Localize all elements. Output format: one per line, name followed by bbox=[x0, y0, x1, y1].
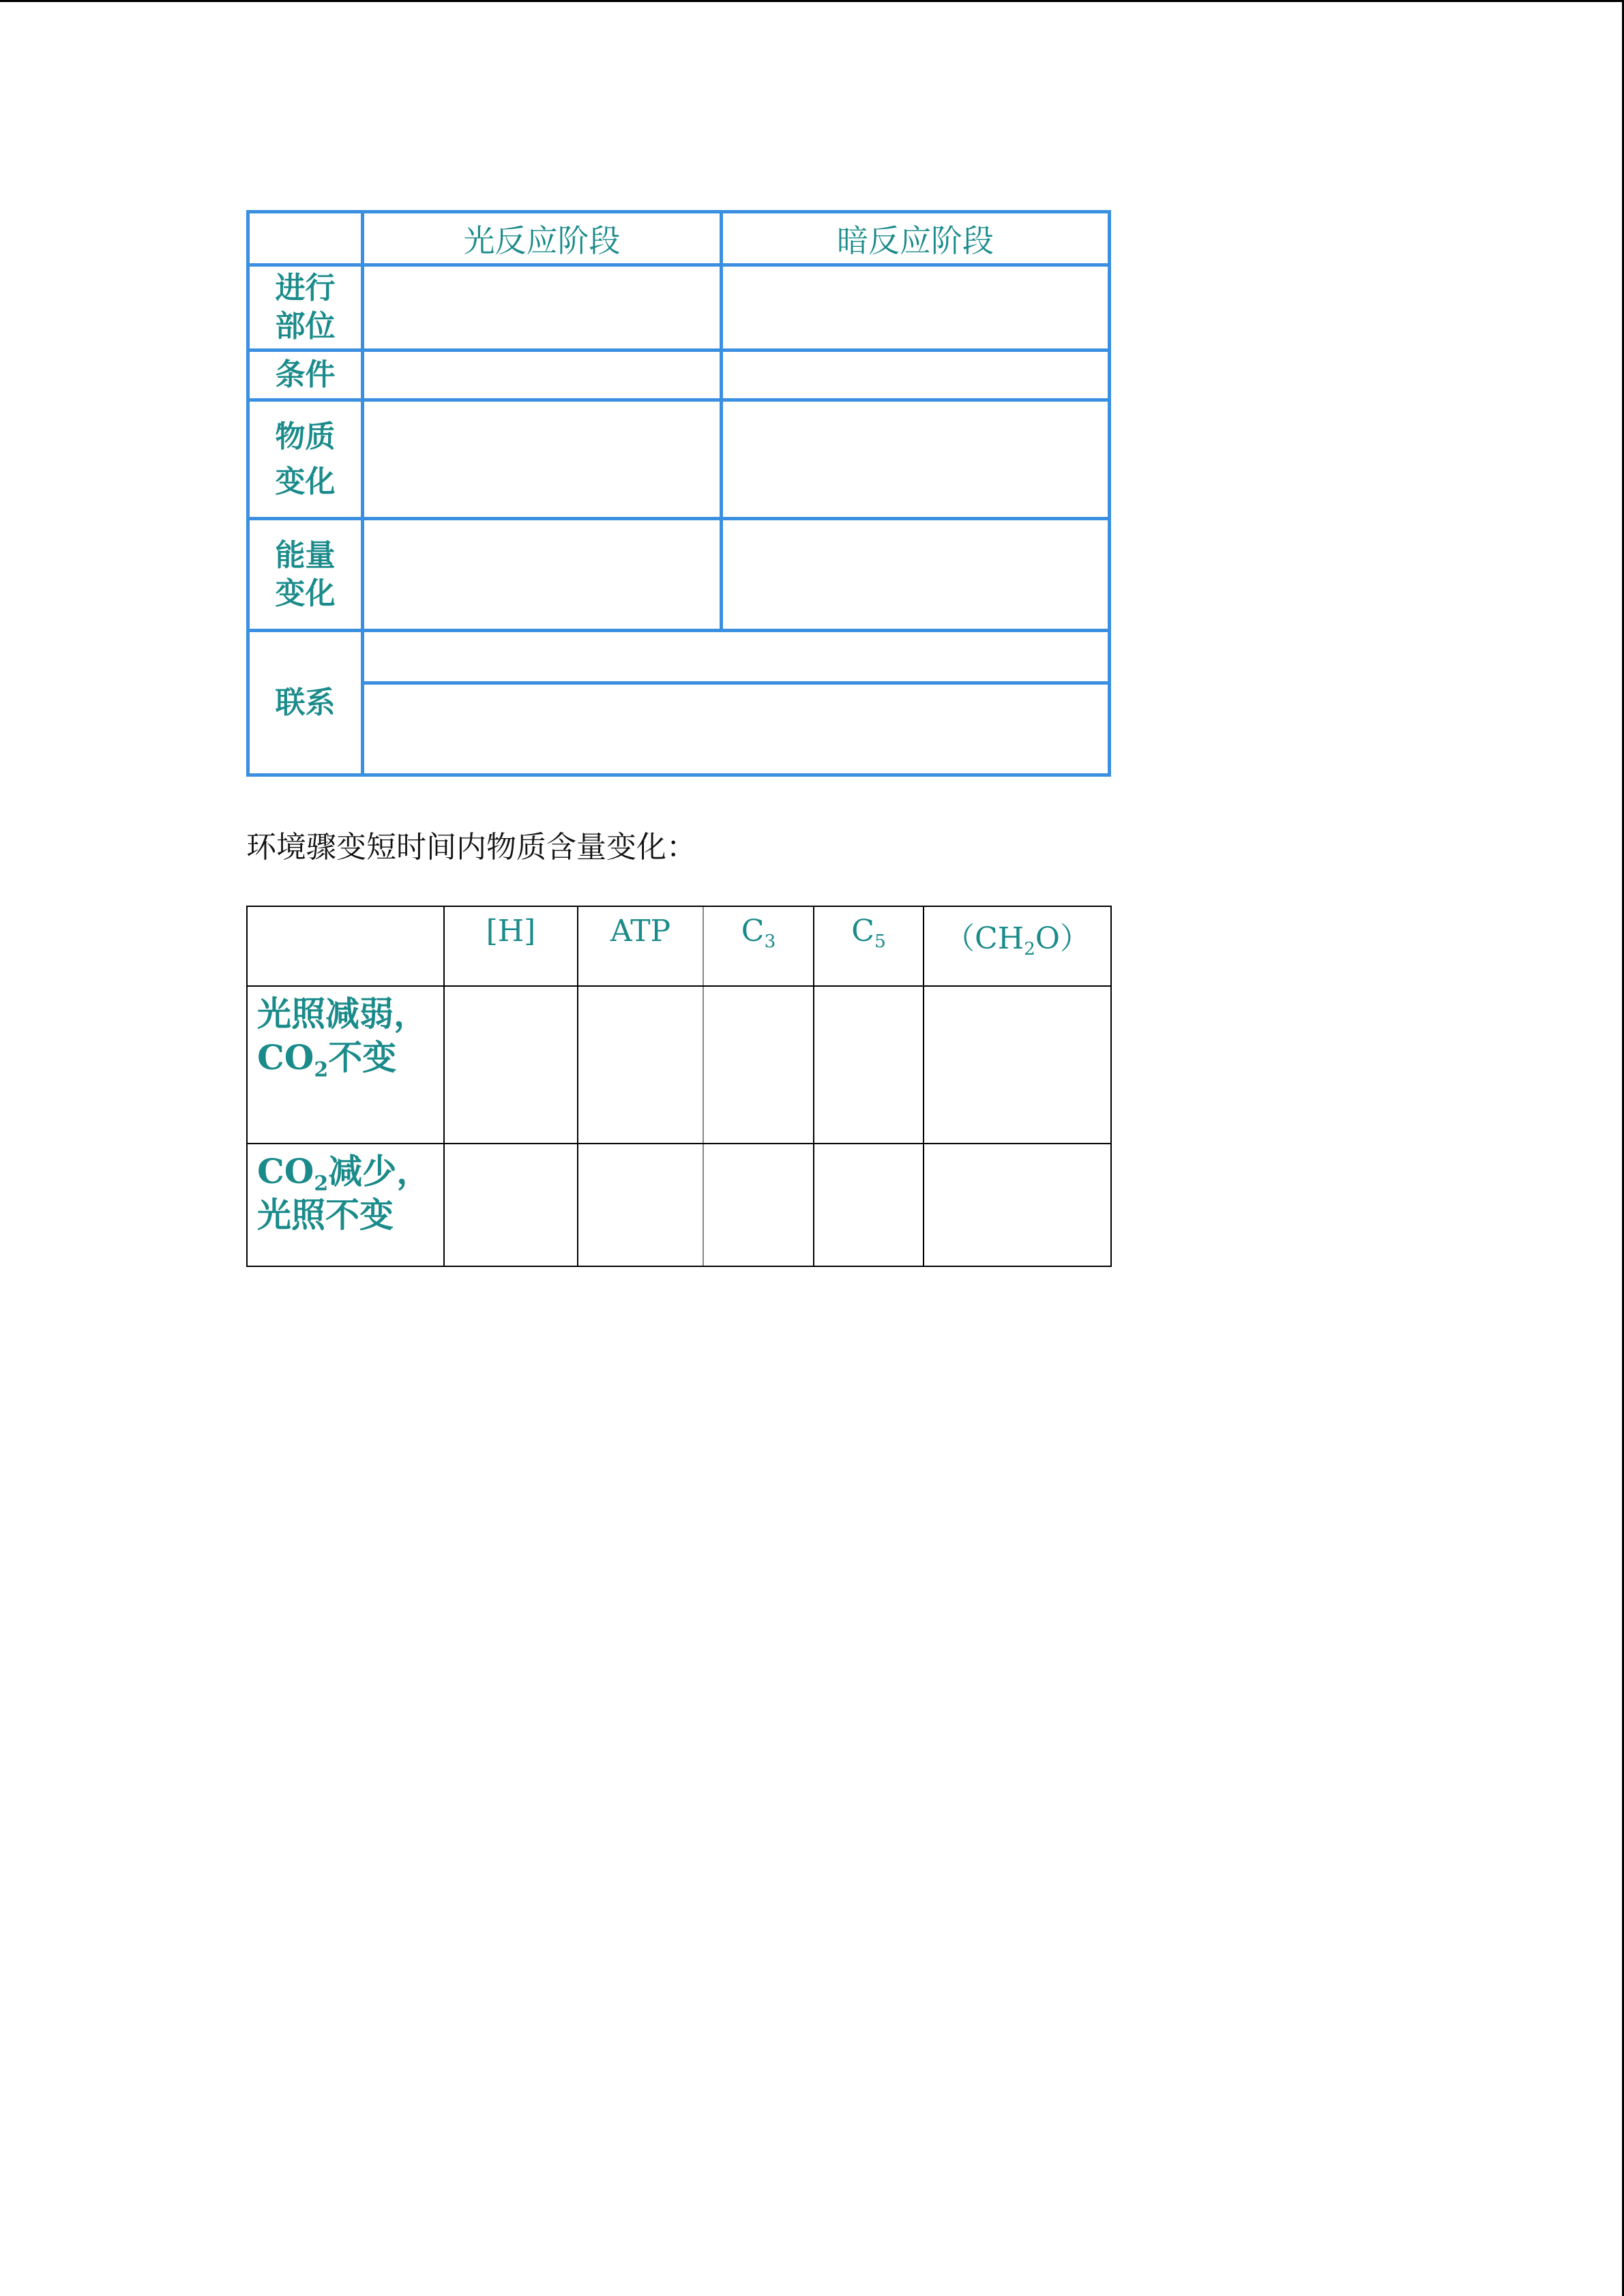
row-label-line: 能量 bbox=[275, 537, 336, 573]
table-border bbox=[246, 773, 1111, 777]
row-label-conditions bbox=[250, 352, 361, 398]
table-border bbox=[720, 210, 723, 631]
row-label-line: 变化 bbox=[275, 576, 336, 611]
header-nadph: [H] bbox=[486, 914, 536, 949]
header-c3: $C_3$ bbox=[741, 914, 776, 953]
row-label-line: 联系 bbox=[275, 685, 336, 720]
row-label-substance-change bbox=[250, 402, 361, 517]
header-dark-reaction: 暗反应阶段 bbox=[837, 222, 994, 259]
table-border bbox=[246, 348, 1111, 352]
row-label-line: 光照减弱， bbox=[257, 994, 428, 1034]
row-label-energy-change bbox=[250, 520, 361, 629]
header-light-reaction: 光反应阶段 bbox=[463, 222, 621, 259]
table-border bbox=[1110, 906, 1112, 1267]
page-border-top bbox=[0, 0, 1624, 2]
table-border bbox=[361, 681, 1111, 685]
row-label-line: $CO_2$不变 bbox=[257, 1037, 397, 1082]
row-label-connection bbox=[250, 632, 361, 773]
table-border bbox=[246, 263, 1111, 267]
table-border bbox=[361, 210, 364, 777]
row-label-line: 条件 bbox=[275, 357, 336, 392]
photosynthesis-stage-table bbox=[246, 210, 1111, 777]
table-border bbox=[246, 1266, 1112, 1267]
table-border bbox=[246, 517, 1111, 520]
table-border bbox=[246, 398, 1111, 402]
table-border bbox=[1108, 210, 1111, 777]
row-label-line: 进行 bbox=[275, 271, 336, 305]
row-label-line: 光照不变 bbox=[257, 1195, 394, 1235]
row-label-line: 变化 bbox=[275, 464, 336, 499]
table-border bbox=[246, 629, 1111, 632]
header-ch2o: $(CH_2O)$ bbox=[945, 921, 1090, 960]
header-c5: $C_5$ bbox=[851, 914, 886, 953]
row-label-location bbox=[250, 267, 361, 348]
section-caption: 环境骤变短时间内物质含量变化： bbox=[246, 830, 696, 865]
header-atp: ATP bbox=[610, 914, 671, 949]
substance-content-table bbox=[246, 906, 1112, 1267]
row-label-line: 物质 bbox=[275, 419, 336, 454]
row-label-co2-decrease bbox=[248, 1144, 443, 1266]
row-label-line: 部位 bbox=[275, 309, 336, 344]
row-label-line: $CO_2$减少， bbox=[257, 1151, 431, 1196]
row-label-light-decrease bbox=[248, 987, 443, 1143]
